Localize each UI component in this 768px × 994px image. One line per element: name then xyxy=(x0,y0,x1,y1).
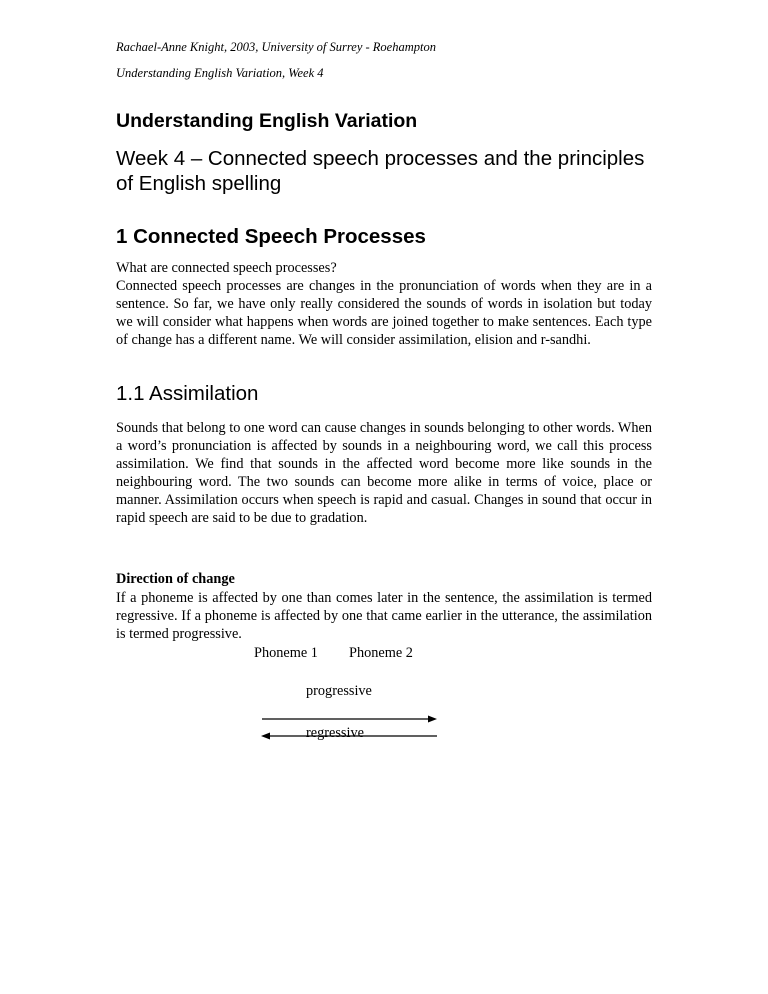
document-title: Understanding English Variation xyxy=(116,110,418,132)
intro-question: What are connected speech processes? xyxy=(116,260,337,276)
progressive-label: progressive xyxy=(306,683,372,699)
intro-body: Connected speech processes are changes in the pronunciation of words when they are in a sentence. So far, we have only really considered the sounds of words in isolation but today we will consider what happens when words are joined together to make sentences. Each type of change has a different name. We will consider assimilation, elision and r-sandhi. xyxy=(116,278,652,348)
direction-of-change-label: Direction of change xyxy=(116,571,235,587)
assimilation-paragraph xyxy=(116,419,652,527)
section-intro-paragraph xyxy=(116,259,652,349)
progressive-arrow-head xyxy=(428,716,437,723)
phoneme-1-label: Phoneme 1 xyxy=(254,645,318,661)
week-heading: Week 4 – Connected speech processes and the principles of English spelling xyxy=(116,147,645,195)
regressive-arrow-head xyxy=(261,733,270,740)
phoneme-2-label: Phoneme 2 xyxy=(349,645,413,661)
direction-body: If a phoneme is affected by one than comes later in the sentence, the assimilation is termed regressive. If a phoneme is affected by one that came earlier in the utterance, the assimilation is termed progressive. xyxy=(116,590,652,642)
header-course-line: Understanding English Variation, Week 4 xyxy=(116,66,324,80)
assimilation-body: Sounds that belong to one word can cause changes in sounds belonging to other words. When a word’s pronunciation is affected by sounds in a neighbouring word, we call this process assimilation. We find that sounds in the affected word become more like sounds in the neighbouring word. The two sounds can become more alike in terms of voice, place or manner. Assimilation occurs when speech is rapid and casual. Changes in sound that occur in rapid speech are said to be due to gradation. xyxy=(116,420,652,526)
subsection-heading-assimilation: 1.1 Assimilation xyxy=(116,382,259,405)
regressive-label: regressive xyxy=(306,725,364,741)
section-heading-connected-speech: 1 Connected Speech Processes xyxy=(116,225,426,248)
header-author-line: Rachael-Anne Knight, 2003, University of Surrey - Roehampton xyxy=(116,40,436,54)
direction-paragraph xyxy=(116,589,652,643)
